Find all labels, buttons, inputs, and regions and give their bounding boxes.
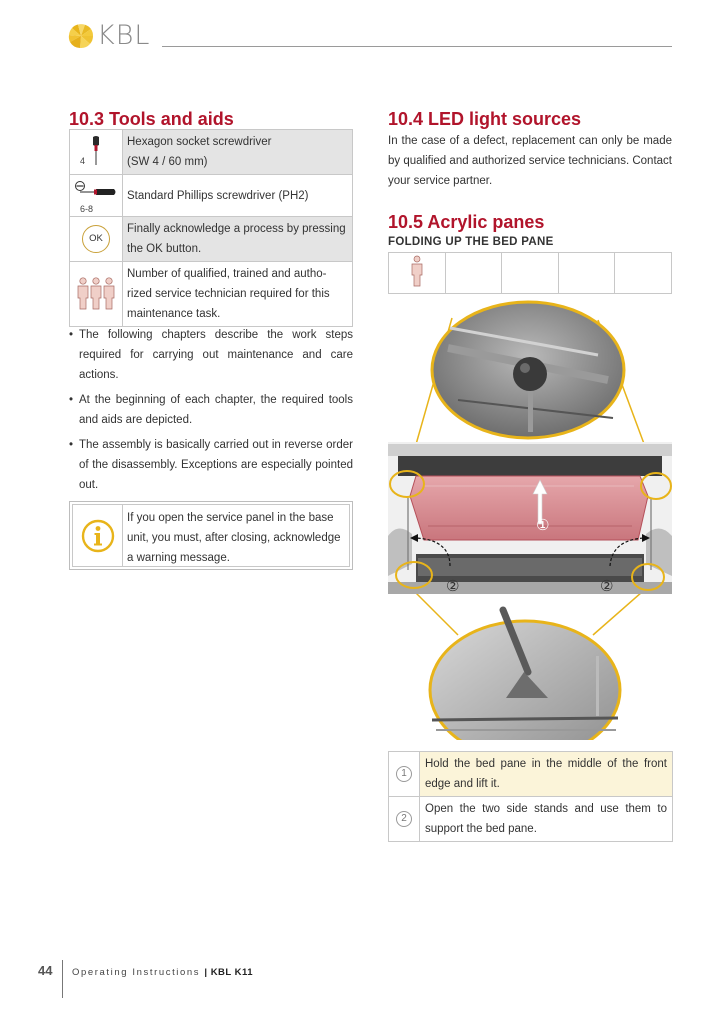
tool-line: Finally acknowledge a process by pressing [127, 223, 346, 235]
technician-icon [410, 255, 424, 287]
tool-icon-cell [70, 130, 123, 175]
tool-line: rized service technician required for this [127, 288, 330, 300]
section-heading-tools: 10.3 Tools and aids [69, 109, 234, 129]
ok-button-icon: OK [82, 225, 110, 253]
document-title: Operating Instructions [72, 967, 201, 978]
table-row [70, 175, 353, 217]
step-text: Open the two side stands and use them to support the bed pane. [420, 797, 673, 842]
tool-line: Standard Phillips screwdriver (PH2) [127, 189, 309, 202]
empty-cell [445, 253, 502, 294]
detail-circle-top [432, 302, 624, 438]
tool-line: the OK button. [127, 243, 202, 255]
detail-circle-bottom [430, 610, 620, 740]
empty-cell [558, 253, 615, 294]
product-name: | KBL K11 [204, 967, 254, 978]
tool-icon-cell [70, 217, 123, 262]
tool-description [123, 130, 353, 175]
tool-line: (SW 4 / 60 mm) [127, 156, 208, 168]
bed-pane-illustration [388, 300, 672, 740]
empty-cell [502, 253, 559, 294]
footer-divider [62, 960, 63, 998]
section-heading-led: 10.4 LED light sources [388, 109, 582, 129]
info-icon-cell [73, 505, 123, 566]
header-rule [162, 46, 672, 47]
table-row [70, 217, 353, 262]
step-number-cell [389, 797, 420, 842]
info-box [69, 501, 353, 570]
tools-table [69, 129, 353, 327]
step-number: 1 [396, 766, 412, 782]
tool-line: Number of qualified, trained and autho- [127, 268, 327, 280]
tool-icon-cell [70, 262, 123, 327]
led-paragraph: In the case of a defect, replacement can only be made by qualified and authorized service technicians. Contact your service partner. [388, 135, 672, 187]
footer-text [72, 967, 253, 978]
three-technicians-icon [74, 276, 118, 310]
page-number: 44 [38, 963, 53, 978]
steps-table [388, 751, 673, 842]
list-item: • The assembly is basically carried out in reverse order of the disassembly. Exceptions are especially pointed out. [69, 435, 353, 495]
notes-list [69, 325, 353, 500]
info-text: If you open the service panel in the base unit, you must, after closing, acknowledge a warning message. [127, 512, 341, 564]
step-text: Hold the bed pane in the middle of the front edge and lift it. [420, 752, 673, 797]
hex-screwdriver-icon [89, 135, 103, 167]
tool-size-label: 6-8 [80, 204, 94, 214]
step-number: 2 [396, 811, 412, 827]
table-row [389, 752, 673, 797]
list-item: • At the beginning of each chapter, the required tools and aids are depicted. [69, 390, 353, 430]
list-item: • The following chapters describe the work steps required for carrying out maintenance and care actions. [69, 325, 353, 385]
technician-count-grid [388, 252, 672, 294]
step-number-cell [389, 752, 420, 797]
tool-icon-cell [70, 175, 123, 217]
brand-name: KBL [97, 20, 151, 51]
step-2-marker-right: ② [600, 577, 614, 595]
procedure-subheading: FOLDING UP THE BED PANE [388, 236, 554, 248]
tool-description [123, 175, 353, 217]
tool-size-label: 4 [80, 156, 86, 166]
empty-cell [615, 253, 672, 294]
table-row [70, 262, 353, 327]
tool-line: maintenance task. [127, 308, 221, 320]
table-row [389, 797, 673, 842]
kbl-logo [68, 22, 150, 50]
tool-description [123, 262, 353, 327]
tool-line: Hexagon socket screwdriver [127, 136, 272, 148]
table-row [70, 130, 353, 175]
section-heading-acrylic: 10.5 Acrylic panes [388, 212, 545, 232]
sun-logo-icon [68, 23, 94, 49]
tool-description [123, 217, 353, 262]
technician-cell [389, 253, 446, 294]
step-1-marker: ① [536, 516, 550, 534]
step-2-marker-left: ② [446, 577, 460, 595]
info-icon [81, 519, 115, 553]
